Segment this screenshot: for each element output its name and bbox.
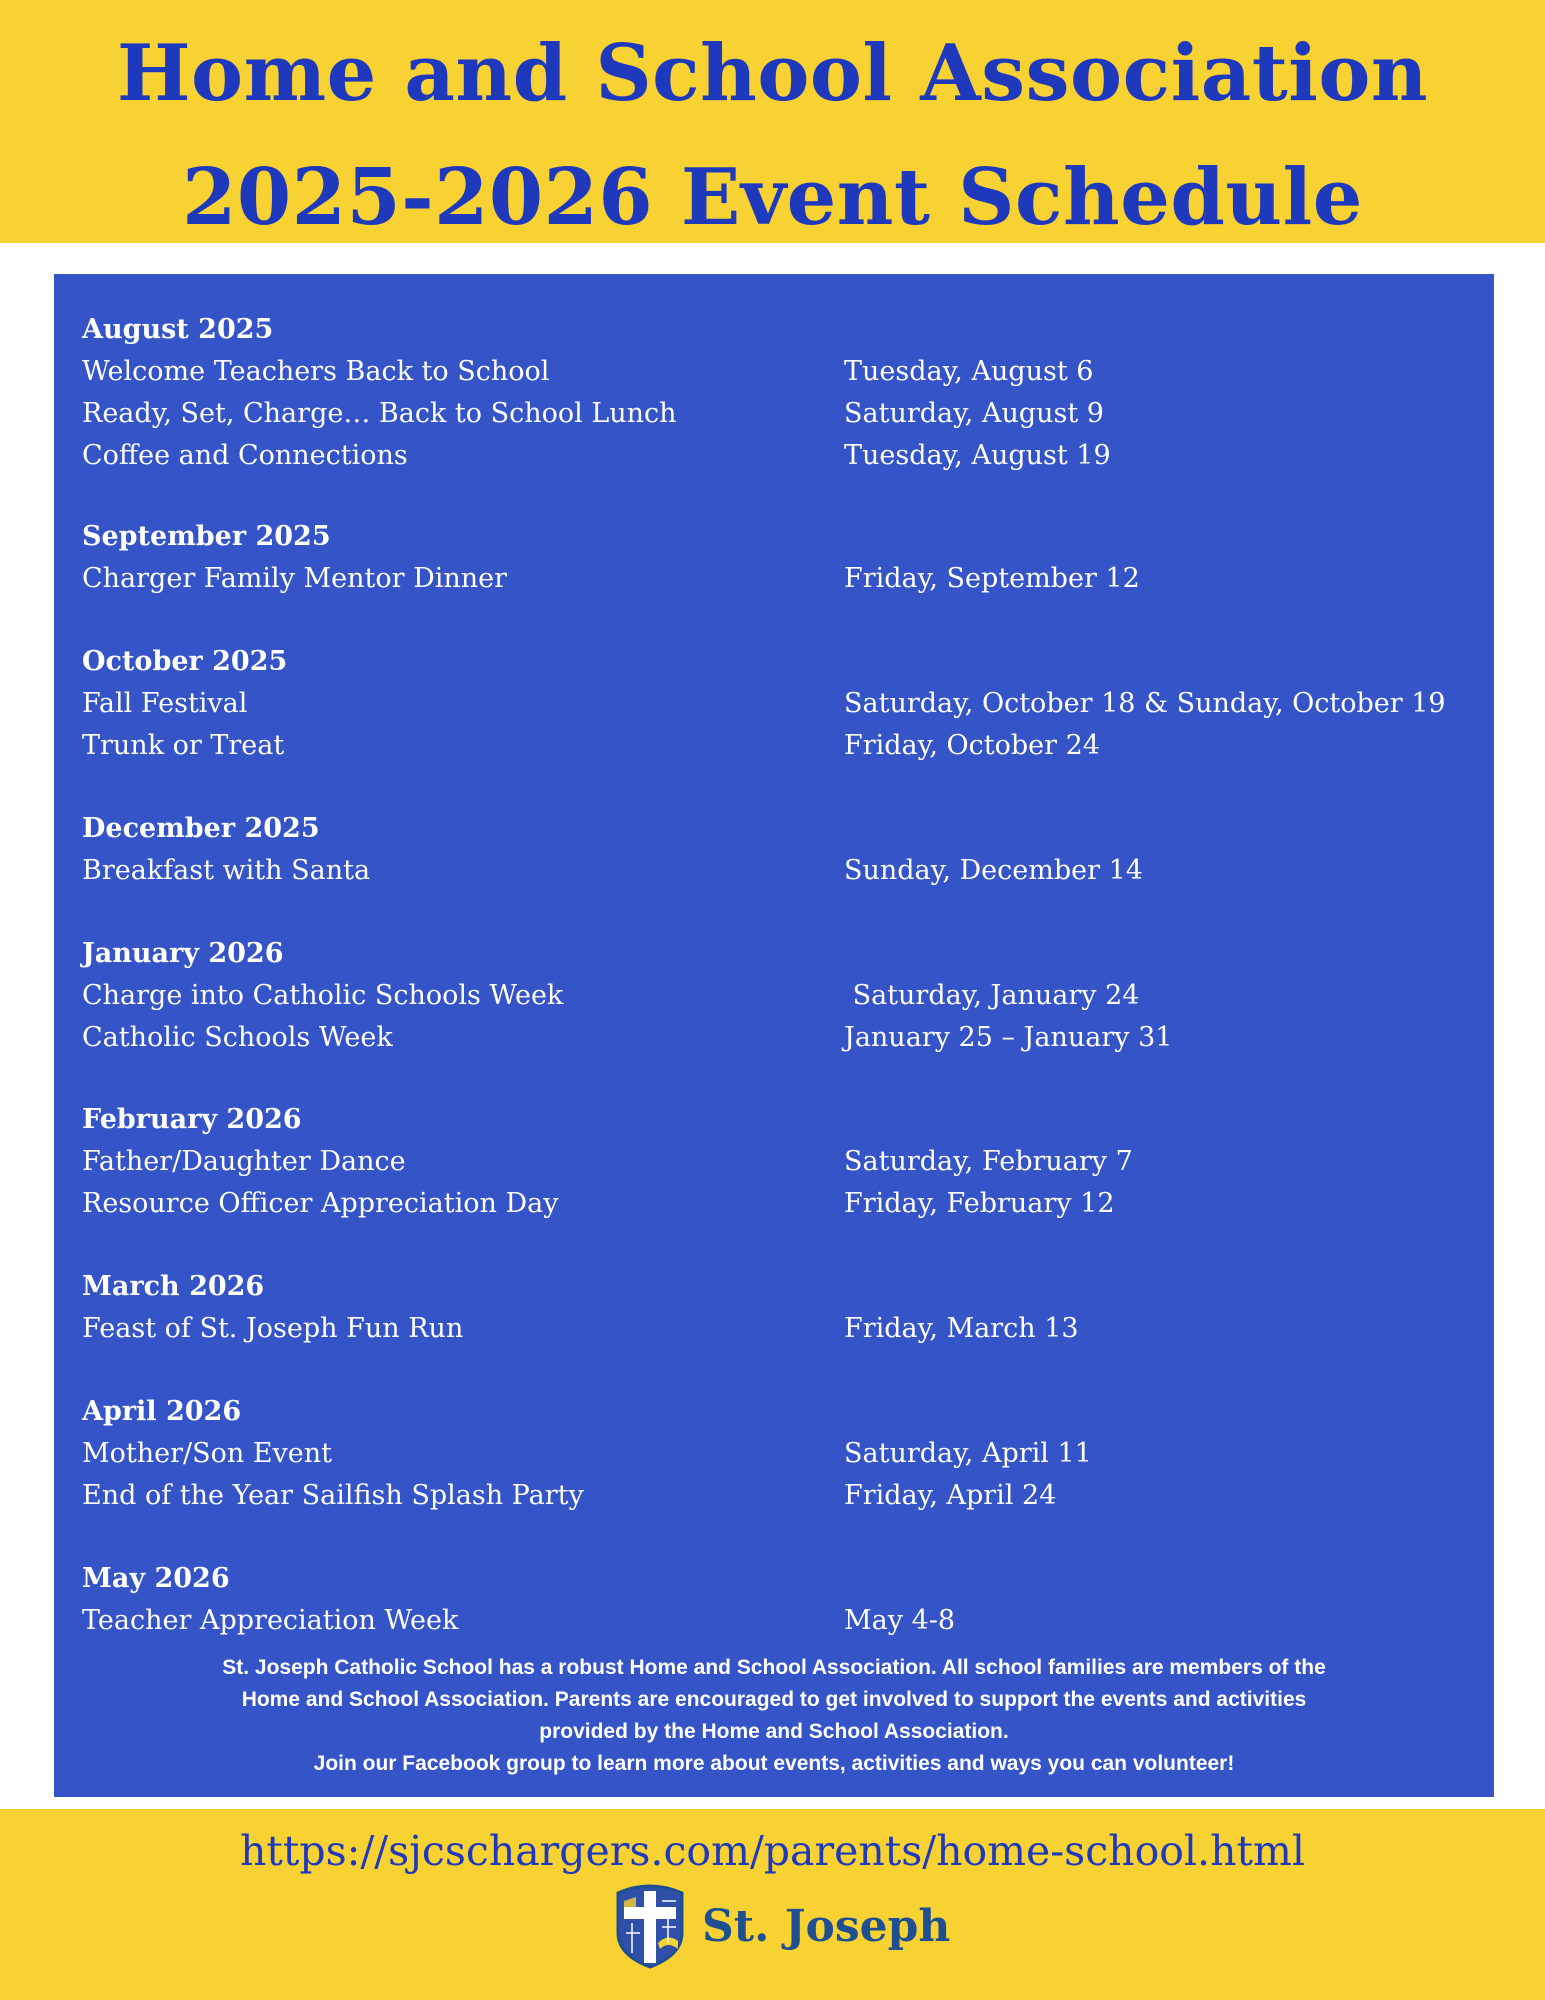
- event-title: End of the Year Sailfish Splash Party: [82, 1480, 584, 1511]
- month-heading: May 2026: [82, 1563, 230, 1594]
- event-date: Saturday, February 7: [844, 1146, 1133, 1177]
- schedule-panel: [54, 274, 1494, 1797]
- info-line: Join our Facebook group to learn more about events, activities and ways you can volunteer!: [313, 1752, 1235, 1775]
- title-line-1: Home and School Association: [116, 28, 1429, 119]
- info-line: provided by the Home and School Association.: [539, 1720, 1009, 1743]
- logo-text: St. Joseph: [702, 1900, 951, 1952]
- event-date: Sunday, December 14: [844, 855, 1143, 886]
- month-heading: April 2026: [82, 1396, 242, 1427]
- month-heading: August 2025: [82, 314, 274, 345]
- month-heading: January 2026: [82, 938, 284, 969]
- event-title: Catholic Schools Week: [82, 1022, 393, 1053]
- event-title: Resource Officer Appreciation Day: [82, 1188, 559, 1219]
- event-date: Tuesday, August 6: [844, 356, 1094, 387]
- event-date: Friday, April 24: [844, 1480, 1057, 1511]
- event-title: Mother/Son Event: [82, 1438, 333, 1469]
- event-title: Ready, Set, Charge… Back to School Lunch: [82, 398, 677, 429]
- title-line-2: 2025-2026 Event Schedule: [182, 152, 1363, 243]
- event-title: Trunk or Treat: [82, 730, 285, 761]
- shield-cross-icon: [612, 1883, 688, 1969]
- event-title: Charge into Catholic Schools Week: [82, 980, 564, 1011]
- event-title: Coffee and Connections: [82, 440, 408, 471]
- header-banner: [0, 0, 1545, 243]
- month-heading: February 2026: [82, 1104, 302, 1135]
- event-date: Friday, March 13: [844, 1313, 1079, 1344]
- info-line: Home and School Association. Parents are encouraged to get involved to support the events and activities: [241, 1688, 1307, 1711]
- month-heading: September 2025: [82, 521, 331, 552]
- info-line: St. Joseph Catholic School has a robust Home and School Association. All school families are members of the: [222, 1656, 1326, 1679]
- event-date: Saturday, October 18 & Sunday, October 19: [844, 688, 1446, 719]
- website-link[interactable]: https://sjcschargers.com/parents/home-school.html: [240, 1827, 1305, 1875]
- event-date: May 4-8: [844, 1605, 956, 1636]
- event-date: Tuesday, August 19: [844, 440, 1111, 471]
- month-heading: October 2025: [82, 646, 288, 677]
- event-date: Saturday, April 11: [844, 1438, 1092, 1469]
- event-title: Charger Family Mentor Dinner: [82, 563, 508, 594]
- month-heading: March 2026: [82, 1271, 265, 1302]
- event-date: Friday, September 12: [844, 563, 1140, 594]
- event-date: Saturday, August 9: [844, 398, 1104, 429]
- info-paragraph: [54, 1652, 1494, 1780]
- event-title: Fall Festival: [82, 688, 248, 719]
- event-title: Father/Daughter Dance: [82, 1146, 406, 1177]
- footer-banner: [0, 1809, 1545, 2000]
- event-title: Breakfast with Santa: [82, 855, 371, 886]
- event-date: January 25 – January 31: [844, 1022, 1173, 1053]
- event-date: Friday, February 12: [844, 1188, 1115, 1219]
- event-date: Friday, October 24: [844, 730, 1100, 761]
- month-heading: December 2025: [82, 813, 320, 844]
- event-title: Teacher Appreciation Week: [82, 1605, 459, 1636]
- school-logo: [612, 1883, 950, 1969]
- event-title: Welcome Teachers Back to School: [82, 356, 550, 387]
- event-title: Feast of St. Joseph Fun Run: [82, 1313, 464, 1344]
- event-date: Saturday, January 24: [844, 980, 1140, 1011]
